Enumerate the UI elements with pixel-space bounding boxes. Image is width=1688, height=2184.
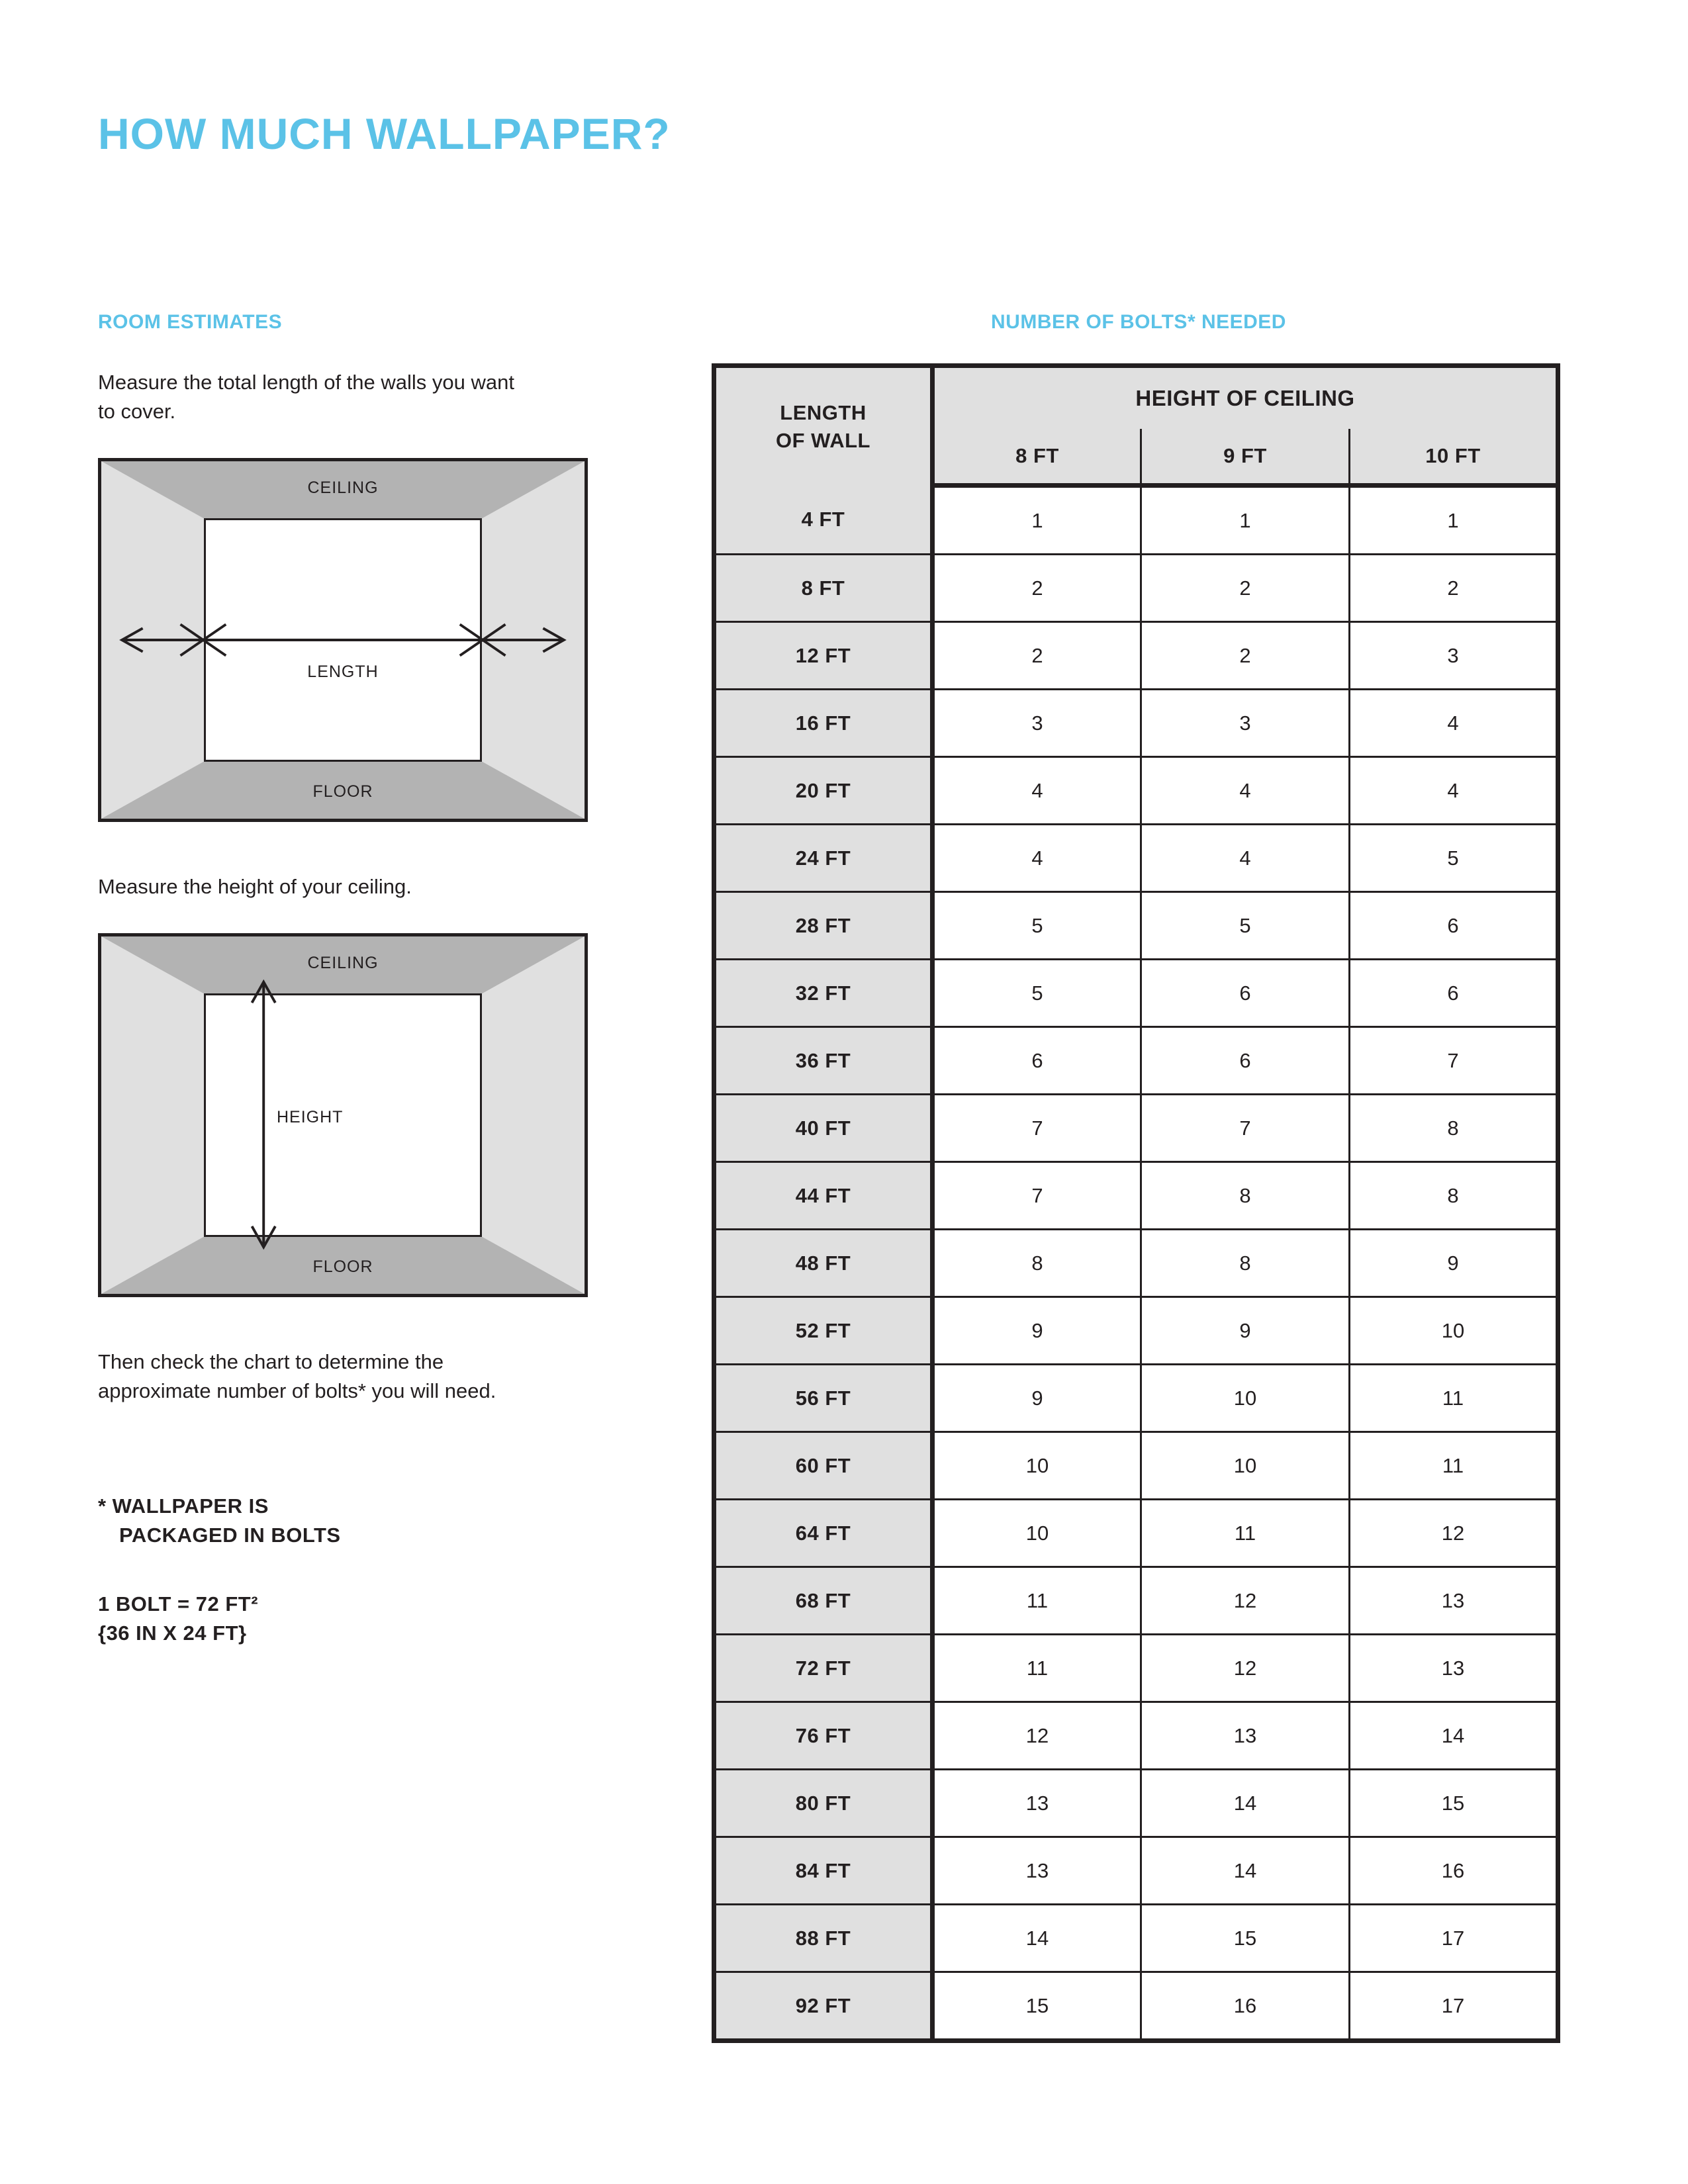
section-title-room-estimates: ROOM ESTIMATES: [98, 311, 283, 333]
cell-10ft: 17: [1350, 1905, 1558, 1972]
table-header-row-main: [714, 366, 1558, 430]
table-row: [714, 1635, 1558, 1702]
cell-10ft: 11: [1350, 1365, 1558, 1432]
row-length-label: 84 FT: [714, 1837, 933, 1905]
cell-9ft: 9: [1141, 1297, 1350, 1365]
row-length-label: 60 FT: [714, 1432, 933, 1500]
height-dimension-label: HEIGHT: [270, 1105, 350, 1130]
table-caption: NUMBER OF BOLTS* NEEDED: [991, 311, 1286, 333]
bolts-table: [712, 363, 1560, 2043]
row-length-label: 20 FT: [714, 757, 933, 825]
row-length-label: 16 FT: [714, 690, 933, 757]
row-length-label: 56 FT: [714, 1365, 933, 1432]
cell-10ft: 2: [1350, 555, 1558, 622]
header-height-of-ceiling: HEIGHT OF CEILING: [933, 366, 1558, 430]
table-row: [714, 1095, 1558, 1162]
table-row: [714, 1905, 1558, 1972]
table-row: [714, 1972, 1558, 2041]
row-length-label: 8 FT: [714, 555, 933, 622]
table-row: [714, 622, 1558, 690]
instruction-paragraph-3: Then check the chart to determine the approximate number of bolts* you will need.: [98, 1350, 496, 1402]
instruction-paragraph-2: Measure the height of your ceiling.: [98, 875, 412, 898]
table-row: [714, 1230, 1558, 1297]
cell-9ft: 14: [1141, 1837, 1350, 1905]
cell-10ft: 8: [1350, 1095, 1558, 1162]
row-length-label: 40 FT: [714, 1095, 933, 1162]
bolt-size-line-2: {36 IN X 24 FT}: [98, 1621, 247, 1645]
cell-8ft: 12: [933, 1702, 1141, 1770]
cell-9ft: 11: [1141, 1500, 1350, 1567]
table-row: [714, 825, 1558, 892]
cell-8ft: 5: [933, 960, 1141, 1027]
cell-8ft: 13: [933, 1770, 1141, 1837]
cell-8ft: 10: [933, 1432, 1141, 1500]
cell-10ft: 8: [1350, 1162, 1558, 1230]
cell-9ft: 5: [1141, 892, 1350, 960]
table-row: [714, 1027, 1558, 1095]
cell-8ft: 9: [933, 1297, 1141, 1365]
page-title: HOW MUCH WALLPAPER?: [98, 109, 671, 159]
cell-8ft: 8: [933, 1230, 1141, 1297]
bolt-size-line-1: 1 BOLT = 72 FT²: [98, 1592, 259, 1615]
cell-10ft: 17: [1350, 1972, 1558, 2041]
cell-9ft: 6: [1141, 960, 1350, 1027]
cell-10ft: 15: [1350, 1770, 1558, 1837]
cell-8ft: 4: [933, 825, 1141, 892]
cell-8ft: 7: [933, 1095, 1141, 1162]
row-length-label: 64 FT: [714, 1500, 933, 1567]
cell-9ft: 16: [1141, 1972, 1350, 2041]
table-row: [714, 960, 1558, 1027]
cell-10ft: 6: [1350, 892, 1558, 960]
cell-9ft: 12: [1141, 1567, 1350, 1635]
row-length-label: 28 FT: [714, 892, 933, 960]
table-row: [714, 1432, 1558, 1500]
table-row: [714, 892, 1558, 960]
header-length-line-1: LENGTH: [780, 400, 867, 424]
row-length-label: 48 FT: [714, 1230, 933, 1297]
cell-10ft: 10: [1350, 1297, 1558, 1365]
cell-10ft: 4: [1350, 690, 1558, 757]
cell-8ft: 2: [933, 622, 1141, 690]
row-length-label: 80 FT: [714, 1770, 933, 1837]
room-estimates-column: [98, 311, 694, 1648]
instruction-paragraph-1: Measure the total length of the walls you want to cover.: [98, 371, 514, 423]
footnote-line-2: PACKAGED IN BOLTS: [119, 1524, 341, 1547]
cell-10ft: 7: [1350, 1027, 1558, 1095]
header-col-8ft: 8 FT: [933, 429, 1141, 486]
table-body: [714, 486, 1558, 2041]
cell-9ft: 10: [1141, 1365, 1350, 1432]
cell-9ft: 13: [1141, 1702, 1350, 1770]
table-row: [714, 1770, 1558, 1837]
row-length-label: 88 FT: [714, 1905, 933, 1972]
table-row: [714, 1162, 1558, 1230]
cell-10ft: 6: [1350, 960, 1558, 1027]
cell-8ft: 4: [933, 757, 1141, 825]
cell-8ft: 14: [933, 1905, 1141, 1972]
cell-8ft: 3: [933, 690, 1141, 757]
cell-8ft: 15: [933, 1972, 1141, 2041]
cell-10ft: 3: [1350, 622, 1558, 690]
table-row: [714, 1500, 1558, 1567]
cell-9ft: 8: [1141, 1162, 1350, 1230]
bolts-table-section: [712, 311, 1566, 2043]
cell-8ft: 9: [933, 1365, 1141, 1432]
cell-10ft: 11: [1350, 1432, 1558, 1500]
cell-8ft: 10: [933, 1500, 1141, 1567]
length-arrow-graphic: [101, 461, 585, 819]
cell-9ft: 2: [1141, 622, 1350, 690]
floor-label: FLOOR: [312, 782, 373, 801]
row-length-label: 12 FT: [714, 622, 933, 690]
cell-9ft: 4: [1141, 825, 1350, 892]
cell-9ft: 4: [1141, 757, 1350, 825]
table-row: [714, 486, 1558, 555]
row-length-label: 92 FT: [714, 1972, 933, 2041]
cell-10ft: 1: [1350, 486, 1558, 555]
row-length-label: 36 FT: [714, 1027, 933, 1095]
table-row: [714, 690, 1558, 757]
cell-8ft: 11: [933, 1567, 1141, 1635]
cell-8ft: 7: [933, 1162, 1141, 1230]
cell-10ft: 4: [1350, 757, 1558, 825]
cell-10ft: 5: [1350, 825, 1558, 892]
cell-10ft: 14: [1350, 1702, 1558, 1770]
cell-9ft: 12: [1141, 1635, 1350, 1702]
cell-8ft: 5: [933, 892, 1141, 960]
cell-8ft: 13: [933, 1837, 1141, 1905]
cell-9ft: 15: [1141, 1905, 1350, 1972]
header-col-10ft: 10 FT: [1350, 429, 1558, 486]
row-length-label: 68 FT: [714, 1567, 933, 1635]
cell-10ft: 16: [1350, 1837, 1558, 1905]
cell-8ft: 2: [933, 555, 1141, 622]
cell-8ft: 1: [933, 486, 1141, 555]
cell-9ft: 10: [1141, 1432, 1350, 1500]
cell-10ft: 13: [1350, 1635, 1558, 1702]
cell-10ft: 9: [1350, 1230, 1558, 1297]
floor-label: FLOOR: [312, 1257, 373, 1276]
row-length-label: 4 FT: [714, 486, 933, 555]
table-head: [714, 366, 1558, 486]
row-length-label: 24 FT: [714, 825, 933, 892]
row-length-label: 44 FT: [714, 1162, 933, 1230]
header-length-of-wall: [714, 366, 933, 486]
ceiling-label: CEILING: [307, 478, 379, 497]
cell-9ft: 7: [1141, 1095, 1350, 1162]
row-length-label: 72 FT: [714, 1635, 933, 1702]
table-row: [714, 1702, 1558, 1770]
row-length-label: 32 FT: [714, 960, 933, 1027]
room-diagram-height: [98, 933, 588, 1297]
cell-10ft: 12: [1350, 1500, 1558, 1567]
cell-9ft: 8: [1141, 1230, 1350, 1297]
room-diagram-length: [98, 458, 588, 822]
cell-9ft: 6: [1141, 1027, 1350, 1095]
cell-9ft: 1: [1141, 486, 1350, 555]
ceiling-label: CEILING: [307, 954, 379, 972]
row-length-label: 52 FT: [714, 1297, 933, 1365]
table-row: [714, 1837, 1558, 1905]
table-row: [714, 1567, 1558, 1635]
cell-10ft: 13: [1350, 1567, 1558, 1635]
cell-8ft: 11: [933, 1635, 1141, 1702]
table-row: [714, 1365, 1558, 1432]
cell-9ft: 3: [1141, 690, 1350, 757]
cell-9ft: 14: [1141, 1770, 1350, 1837]
row-length-label: 76 FT: [714, 1702, 933, 1770]
cell-8ft: 6: [933, 1027, 1141, 1095]
table-row: [714, 757, 1558, 825]
length-dimension-label: LENGTH: [301, 660, 385, 684]
cell-9ft: 2: [1141, 555, 1350, 622]
table-row: [714, 555, 1558, 622]
header-col-9ft: 9 FT: [1141, 429, 1350, 486]
table-row: [714, 1297, 1558, 1365]
header-length-line-2: OF WALL: [776, 428, 870, 452]
footnote-line-1: * WALLPAPER IS: [98, 1494, 269, 1518]
